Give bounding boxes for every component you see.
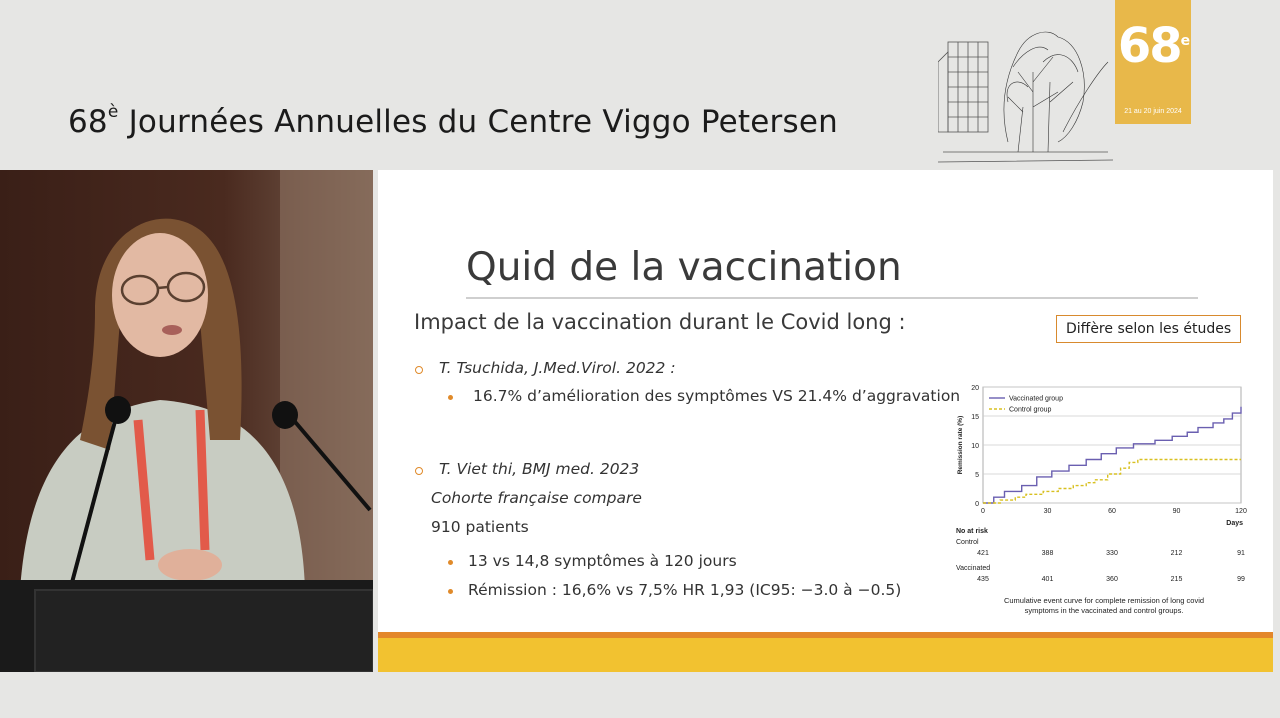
x-axis-label: Days bbox=[1226, 520, 1243, 527]
bullet-dot-icon bbox=[448, 589, 453, 594]
remission-result: Rémission : 16,6% vs 7,5% HR 1,93 (IC95: −3.0 à −0.5) bbox=[468, 581, 902, 599]
y-tick-label: 5 bbox=[975, 472, 979, 479]
slide-subtitle: Impact de la vaccination durant le Covid long : bbox=[414, 310, 906, 334]
risk-row-label: Control bbox=[956, 539, 979, 546]
risk-value: 435 bbox=[977, 576, 989, 583]
chart-caption-line2: symptoms in the vaccinated and control groups. bbox=[1024, 606, 1184, 615]
footer-yellow-band bbox=[378, 638, 1273, 672]
patients-count: 910 patients bbox=[431, 518, 529, 536]
conference-title: $68^è$ Journées Annuelles du Centre Viggo Petersen bbox=[68, 101, 838, 140]
risk-value: 360 bbox=[1106, 576, 1118, 583]
circle-bullet-icon bbox=[415, 467, 423, 475]
risk-value: 388 bbox=[1041, 550, 1054, 557]
risk-value: 91 bbox=[1237, 550, 1245, 557]
chart-caption-line1: Cumulative event curve for complete remission of long covid bbox=[1003, 596, 1205, 605]
speaker-video bbox=[0, 170, 373, 672]
risk-value: 401 bbox=[1041, 576, 1054, 583]
building-sketch-image bbox=[938, 12, 1113, 170]
legend-label: Vaccinated group bbox=[1009, 395, 1063, 403]
logo-dates: 21 au 20 juin 2024 bbox=[1124, 108, 1182, 115]
cohort-text: Cohorte française compare bbox=[431, 489, 642, 507]
y-tick-label: 0 bbox=[975, 501, 979, 508]
studies-badge: Diffère selon les études bbox=[1056, 315, 1241, 343]
x-tick-label: 60 bbox=[1108, 508, 1116, 515]
risk-row-label: Vaccinated bbox=[956, 565, 991, 572]
y-tick-label: 10 bbox=[971, 443, 979, 450]
risk-value: 215 bbox=[1170, 576, 1183, 583]
x-tick-label: 90 bbox=[1172, 508, 1181, 515]
slide-title: Quid de la vaccination bbox=[466, 245, 902, 290]
event-logo: 68e 21 au 20 juin 2024 bbox=[1115, 0, 1191, 124]
presentation-slide bbox=[378, 170, 1273, 672]
y-axis-label: Remission rate (%) bbox=[957, 415, 964, 475]
x-tick-label: 120 bbox=[1235, 508, 1247, 515]
bullet-dot-icon bbox=[448, 560, 453, 565]
risk-table-header: No at risk bbox=[956, 528, 988, 535]
reference-tsuchida: T. Tsuchida, J.Med.Virol. 2022 : bbox=[439, 359, 676, 377]
x-tick-label: 0 bbox=[981, 508, 985, 515]
risk-value: 99 bbox=[1237, 576, 1245, 583]
reference-viet-thi: T. Viet thi, BMJ med. 2023 bbox=[439, 460, 640, 478]
risk-value: 212 bbox=[1170, 550, 1183, 557]
tsuchida-result: 16.7% d’amélioration des symptômes VS 21.4% d’aggravation bbox=[473, 387, 961, 405]
legend-label: Control group bbox=[1009, 406, 1052, 414]
y-tick-label: 20 bbox=[971, 385, 979, 392]
symptoms-result: 13 vs 14,8 symptômes à 120 jours bbox=[468, 552, 737, 570]
risk-value: 421 bbox=[977, 550, 989, 557]
bullet-dot-icon bbox=[448, 395, 453, 400]
remission-chart bbox=[954, 382, 1254, 632]
x-tick-label: 30 bbox=[1043, 508, 1052, 515]
title-divider bbox=[466, 297, 1198, 299]
y-tick-label: 15 bbox=[971, 414, 979, 421]
circle-bullet-icon bbox=[415, 366, 423, 374]
risk-value: 330 bbox=[1106, 550, 1118, 557]
